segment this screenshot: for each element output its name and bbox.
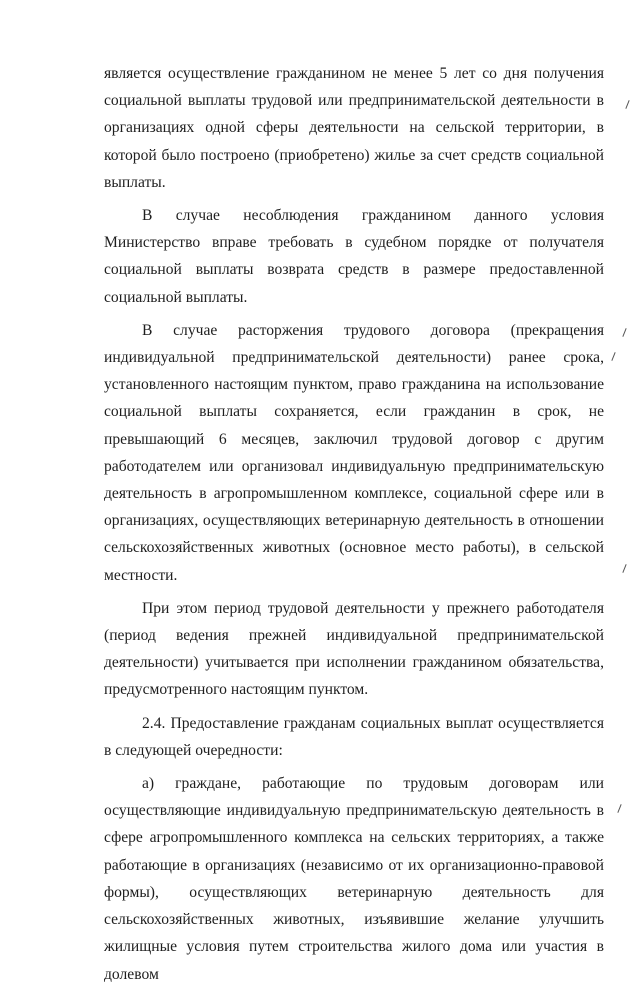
scan-mark bbox=[611, 352, 615, 361]
document-body bbox=[104, 60, 604, 988]
paragraph-1: является осуществление гражданином не менее 5 лет со дня получения социальной выплаты трудовой или предпринимательской деятельности в организациях одной сферы деятельности на сельской территории, в которой было построено (приобретено) жилье за счет средств социальной выплаты. bbox=[104, 65, 604, 191]
paragraph-6: а) граждане, работающие по трудовым договорам или осуществляющие индивидуальную предпринимательскую деятельность в сфере агропромышленного комплекса на сельских территориях, а также работающие в организациях (независимо от их организационно-правовой формы), осуществляющих ветеринарную деятельность для сельскохозяйственных животных, изъявившие желание улучшить жилищные условия путем строительства жилого дома или участия в долевом bbox=[104, 775, 604, 983]
paragraph-5: 2.4. Предоставление гражданам социальных выплат осуществляется в следующей очередности: bbox=[104, 714, 604, 759]
scan-mark bbox=[622, 328, 626, 337]
paragraph-2: В случае несоблюдения гражданином данного условия Министерство вправе требовать в судебном порядке от получателя социальной выплаты возврата средств в размере предоставленной социальной выплаты. bbox=[104, 207, 604, 306]
scan-mark bbox=[617, 804, 621, 813]
scan-mark bbox=[622, 564, 626, 573]
paragraph-4: При этом период трудовой деятельности у прежнего работодателя (период ведения прежней индивидуальной предпринимательской деятельности) учитывается при исполнении гражданином обязательства, предусмотренного настоящим пунктом. bbox=[104, 599, 604, 699]
scan-mark bbox=[625, 100, 629, 109]
paragraph-3: В случае расторжения трудового договора (прекращения индивидуальной предпринимательской деятельности) ранее срока, установленного настоящим пунктом, право гражданина на использование социальной выплаты сохраняется, если гражданин в срок, не превышающий 6 месяцев, заключил трудовой договор с другим работодателем или организовал индивидуальную предпринимательскую деятельность в агропромышленном комплексе, социальной сфере или в организациях, осуществляющих ветеринарную деятельность в отношении сельскохозяйственных животных (основное место работы), в сельской местности. bbox=[104, 321, 604, 584]
